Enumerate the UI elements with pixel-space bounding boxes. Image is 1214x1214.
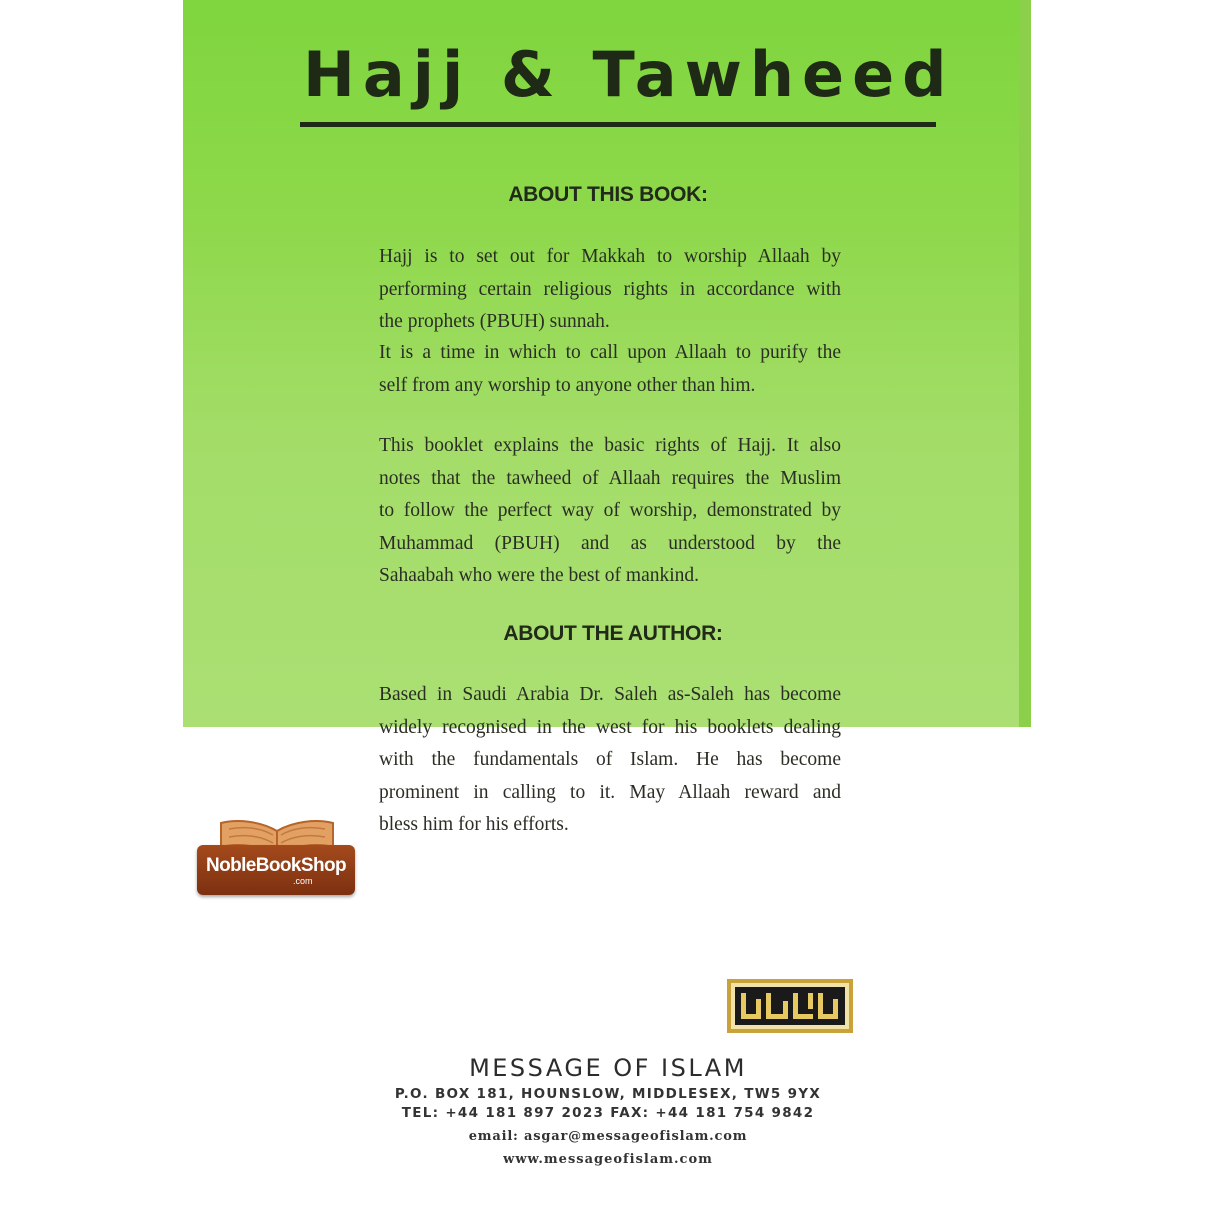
publisher-website: www.messageofislam.com — [503, 1152, 713, 1167]
book-title: Hajj & Tawheed — [303, 38, 955, 111]
text-line: widely recognised in the west for his booklets dealing — [379, 716, 841, 738]
text-line: Based in Saudi Arabia Dr. Saleh as-Saleh has become — [379, 684, 841, 705]
text-line: This booklet explains the basic rights of Hajj. It also — [379, 435, 841, 456]
book-back-cover — [183, 0, 1031, 1214]
text-line: to follow the perfect way of worship, demonstrated by — [379, 500, 841, 521]
about-book-paragraph-3 — [379, 430, 841, 593]
text-line: Sahaabah who were the best of mankind. — [379, 565, 700, 586]
watermark-domain: .com — [293, 876, 313, 886]
about-author-paragraph — [379, 679, 841, 842]
text-line: with the fundamentals of Islam. He has become — [379, 749, 841, 770]
text-line: Muhammad (PBUH) and as understood by the — [379, 532, 841, 554]
islam-calligraphy-logo — [727, 979, 853, 1033]
noblebookshop-watermark — [197, 815, 357, 897]
text-line: Hajj is to set out for Makkah to worship Allaah by — [379, 246, 841, 267]
text-line: self from any worship to anyone other than him. — [379, 374, 756, 396]
publisher-name: MESSAGE OF ISLAM — [469, 1054, 747, 1082]
text-line: notes that the tawheed of Allaah requires the Muslim — [379, 467, 841, 489]
publisher-address: P.O. BOX 181, HOUNSLOW, MIDDLESEX, TW5 9YX — [394, 1086, 822, 1102]
about-book-paragraph-2 — [379, 337, 841, 402]
text-line: bless him for his efforts. — [379, 814, 569, 835]
publisher-phone: TEL: +44 181 897 2023 FAX: +44 181 754 9842 — [401, 1105, 815, 1121]
about-book-paragraph-1 — [379, 241, 841, 339]
text-line: the prophets (PBUH) sunnah. — [379, 311, 610, 332]
title-underline — [300, 122, 936, 127]
cover-edge — [1019, 0, 1031, 727]
text-line: performing certain religious rights in accordance with — [379, 278, 841, 300]
about-book-heading: ABOUT THIS BOOK: — [508, 183, 708, 206]
publisher-email: email: asgar@messageofislam.com — [468, 1129, 748, 1144]
about-author-heading: ABOUT THE AUTHOR: — [503, 622, 723, 645]
text-line: It is a time in which to call upon Allaah to purify the — [379, 342, 841, 363]
watermark-name: NobleBookShop — [206, 855, 346, 876]
text-line: prominent in calling to it. May Allaah reward and — [379, 781, 841, 803]
